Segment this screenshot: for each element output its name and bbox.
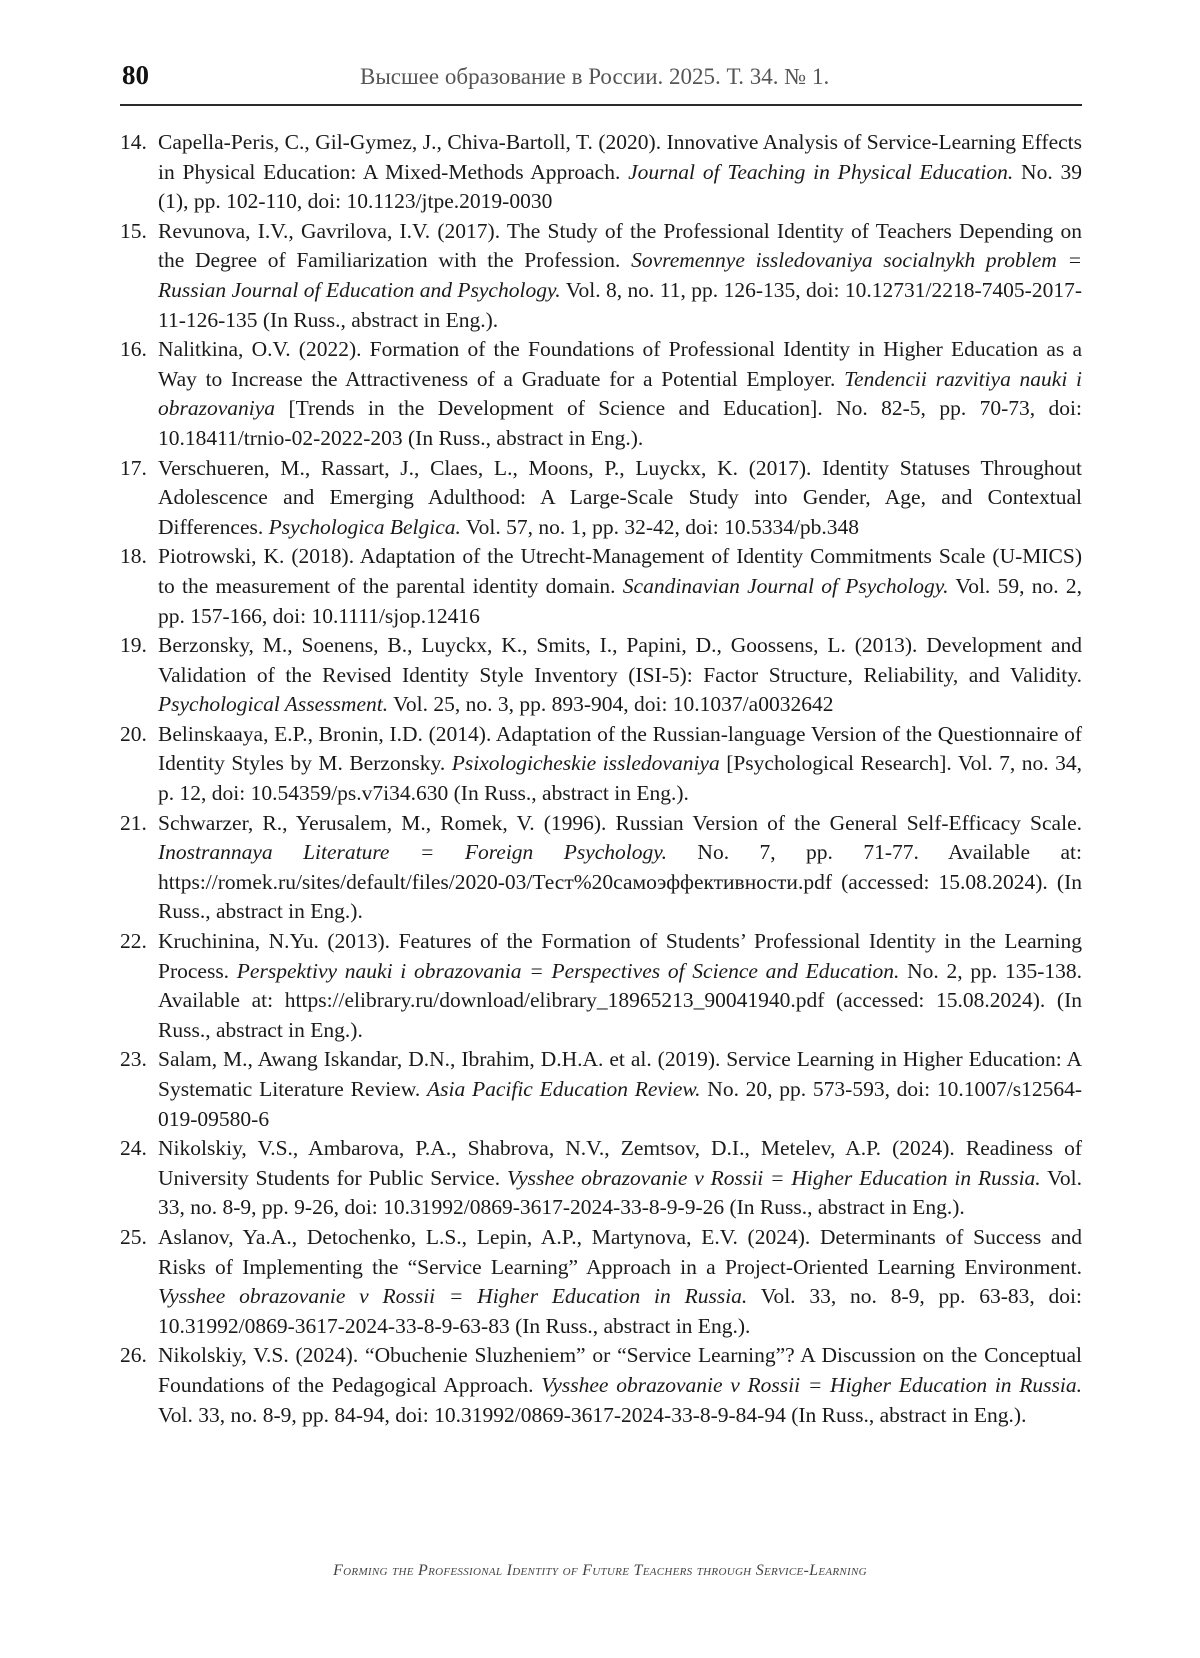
reference-number: 16. <box>120 337 147 362</box>
reference-details: Vol. 8, no. 11, pp. 126-135, doi: 10.12731/2218-7405-2017-11-126-135 (In Russ., abstract in Eng.). <box>158 277 1082 332</box>
reference-number: 20. <box>120 721 147 746</box>
reference-authors-title: Nikolskiy, V.S., Ambarova, P.A., Shabrova, N.V., Zemtsov, D.I., Metelev, A.P. (2024). Readiness of University Students for Public Service. <box>158 1136 1082 1190</box>
reference-item <box>120 720 1082 809</box>
reference-details: Vol. 33, no. 8-9, pp. 9-26, doi: 10.31992/0869-3617-2024-33-8-9-9-26 (In Russ., abstract in Eng.). <box>158 1165 1082 1220</box>
reference-details: Vol. 33, no. 8-9, pp. 63-83, doi: 10.31992/0869-3617-2024-33-8-9-63-83 (In Russ., abstract in Eng.). <box>158 1284 1082 1338</box>
reference-item <box>120 809 1082 927</box>
reference-authors-title: Belinskaaya, E.P., Bronin, I.D. (2014). Adaptation of the Russian-language Version of the Questionnaire of Identity Styles by M. Berzonsky. <box>158 721 1082 776</box>
reference-authors-title: Aslanov, Ya.A., Detochenko, L.S., Lepin, A.P., Martynova, E.V. (2024). Determinants of Success and Risks of Implementing the “Service Learning” Approach in a Project-Oriented Learning Environment. <box>158 1224 1082 1279</box>
reference-journal: Vysshee obrazovanie v Rossii = Higher Education in Russia. <box>506 1165 1041 1190</box>
reference-details: No. 20, pp. 573-593, doi: 10.1007/s12564-019-09580-6 <box>158 1077 1082 1131</box>
reference-item <box>120 217 1082 335</box>
reference-number: 17. <box>120 455 147 480</box>
reference-authors-title: Nikolskiy, V.S. (2024). “Obuchenie Sluzheniem” or “Service Learning”? A Discussion on the Conceptual Foundations of the Pedagogical Approach. <box>158 1343 1082 1397</box>
reference-number: 18. <box>120 544 147 569</box>
reference-item <box>120 927 1082 1045</box>
page-header <box>120 58 1082 106</box>
reference-authors-title: Salam, M., Awang Iskandar, D.N., Ibrahim, D.H.A. et al. (2019). Service Learning in Higher Education: A Systematic Literature Review. <box>158 1047 1082 1101</box>
reference-authors-title: Verschueren, M., Rassart, J., Claes, L., Moons, P., Luyckx, K. (2017). Identity Statuses Throughout Adolescence and Emerging Adulthood: A Large-Scale Study into Gender, Age, and Contextual Differences. <box>158 455 1082 539</box>
reference-number: 22. <box>120 929 147 954</box>
reference-authors-title: Nalitkina, O.V. (2022). Formation of the Foundations of Professional Identity in Higher Education as a Way to Increase the Attractiveness of a Graduate for a Potential Employer. <box>158 337 1082 391</box>
reference-item <box>120 631 1082 720</box>
reference-number: 21. <box>120 810 147 835</box>
reference-journal: Tendencii razvitiya nauki i obrazovaniya <box>158 366 1082 421</box>
reference-item <box>120 335 1082 453</box>
reference-authors-title: Piotrowski, K. (2018). Adaptation of the Utrecht-Management of Identity Commitments Scale (U-MICS) to the measurement of the parental identity domain. <box>158 544 1082 598</box>
reference-journal: Vysshee obrazovanie v Rossii = Higher Education in Russia. <box>541 1372 1082 1397</box>
reference-journal: Sovremennye issledovaniya socialnykh problem = Russian Journal of Education and Psychology. <box>158 248 1082 302</box>
reference-details: No. 7, pp. 71-77. Available at: https://romek.ru/sites/default/files/2020-03/Тест%20самоэффективности.pdf (accessed: 15.08.2024). (In Russ., abstract in Eng.). <box>158 840 1083 924</box>
reference-details: No. 2, pp. 135-138. Available at: https://elibrary.ru/download/elibrary_18965213_90041940.pdf (accessed: 15.08.2024). (In Russ., abstract in Eng.). <box>158 958 1082 1042</box>
reference-item <box>120 542 1082 631</box>
reference-item <box>120 1223 1082 1341</box>
reference-journal: Psixologicheskie issledovaniya <box>451 751 720 776</box>
reference-journal: Journal of Teaching in Physical Education. <box>628 159 1014 184</box>
reference-authors-title: Schwarzer, R., Yerusalem, M., Romek, V. (1996). Russian Version of the General Self-Efficacy Scale. <box>158 810 1082 835</box>
reference-item <box>120 128 1082 217</box>
reference-list <box>120 128 1082 1430</box>
reference-item <box>120 1045 1082 1134</box>
reference-authors-title: Berzonsky, M., Soenens, B., Luyckx, K., Smits, I., Papini, D., Goossens, L. (2013). Development and Validation of the Revised Identity Style Inventory (ISI-5): Factor Structure, Reliability, and Validity. <box>158 633 1082 687</box>
page-number: 80 <box>122 60 149 90</box>
reference-authors-title: Capella-Peris, C., Gil-Gymez, J., Chiva-Bartoll, T. (2020). Innovative Analysis of Service-Learning Effects in Physical Education: A Mixed-Methods Approach. <box>158 130 1082 184</box>
reference-number: 19. <box>120 633 147 658</box>
reference-number: 23. <box>120 1047 147 1072</box>
reference-item <box>120 1134 1082 1223</box>
reference-item <box>120 1341 1082 1430</box>
reference-journal: Vysshee obrazovanie v Rossii = Higher Education in Russia. <box>158 1284 748 1309</box>
reference-journal: Inostrannaya Literature = Foreign Psychology. <box>158 840 668 865</box>
reference-journal: Asia Pacific Education Review. <box>426 1077 701 1101</box>
reference-details: Vol. 33, no. 8-9, pp. 84-94, doi: 10.31992/0869-3617-2024-33-8-9-84-94 (In Russ., abstract in Eng.). <box>158 1402 1027 1427</box>
reference-details: Vol. 25, no. 3, pp. 893-904, doi: 10.1037/a0032642 <box>388 692 834 717</box>
reference-number: 25. <box>120 1224 147 1249</box>
reference-authors-title: Revunova, I.V., Gavrilova, I.V. (2017). The Study of the Professional Identity of Teachers Depending on the Degree of Familiarization with the Profession. <box>158 218 1082 273</box>
reference-details: Vol. 59, no. 2, pp. 157-166, doi: 10.1111/sjop.12416 <box>158 573 1082 628</box>
reference-details: [Psychological Research]. Vol. 7, no. 34, p. 12, doi: 10.54359/ps.v7i34.630 (In Russ., abstract in Eng.). <box>158 751 1082 806</box>
reference-journal: Psychological Assessment. <box>158 692 389 717</box>
reference-journal: Psychologica Belgica. <box>268 514 461 539</box>
reference-journal: Perspektivy nauki i obrazovania = Perspectives of Science and Education. <box>236 958 900 983</box>
journal-title: Высшее образование в России. 2025. Т. 34. № 1. <box>360 64 830 89</box>
reference-journal: Scandinavian Journal of Psychology. <box>622 573 949 598</box>
reference-authors-title: Kruchinina, N.Yu. (2013). Features of the Formation of Students’ Professional Identity in the Learning Process. <box>158 929 1082 983</box>
reference-details: [Trends in the Development of Science and Education]. No. 82-5, pp. 70-73, doi: 10.18411/trnio-02-2022-203 (In Russ., abstract in Eng.). <box>158 396 1082 450</box>
reference-details: Vol. 57, no. 1, pp. 32-42, doi: 10.5334/pb.348 <box>460 514 860 539</box>
reference-number: 24. <box>120 1136 147 1161</box>
reference-number: 26. <box>120 1343 147 1368</box>
running-footer: Forming the Professional Identity of Future Teachers through Service-Learning <box>333 1562 867 1579</box>
reference-details: No. 39 (1), pp. 102-110, doi: 10.1123/jtpe.2019-0030 <box>158 159 1083 214</box>
reference-number: 14. <box>120 130 147 154</box>
reference-item <box>120 454 1082 543</box>
reference-number: 15. <box>120 218 147 243</box>
